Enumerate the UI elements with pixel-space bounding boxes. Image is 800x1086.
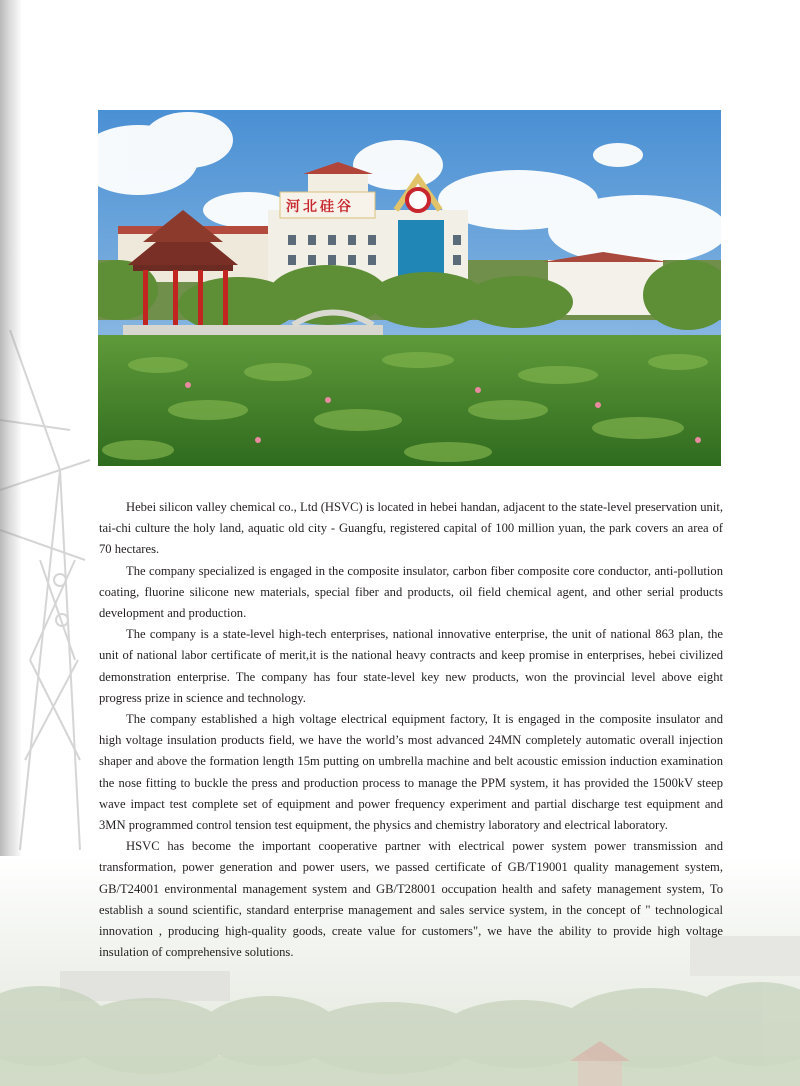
paragraph-products: The company specialized is engaged in the composite insulator, carbon fiber composite core conductor, anti-pollution coating, fluorine silicone new materials, special fiber and products, oil field chemical agent, and other serial products development and production. (99, 563, 723, 621)
paragraph-factory: The company established a high voltage electrical equipment factory, It is engaged in the composite insulator and high voltage insulation products field, we have the world’s most advanced 24MN completely automatic overall injection shaper and above the formation length 15m putting on umbrella machine and belt acoustic emission induction examination the nose fitting to buckle the press and production process to manage the PPM system, it has provided the 1500kV steep wave impact test complete set of equipment and power frequency experiment and partial discharge test equipment and 3MN programmed control tension test equipment, the physics and chemistry laboratory and electrical laboratory. (99, 712, 723, 833)
paragraph-partners: HSVC has become the important cooperative partner with electrical power system power transmission and transformation, power generation and power users, we passed certificate of GB/T19001 quality management system, GB/T24001 environmental management system and GB/T28001 occupation health and safety management system, To establish a sound scientific, standard enterprise management and sales service system, in the concept of " technological innovation , producing high-quality goods, create value for customers", we have the ability to provide high voltage insulation of comprehensive solutions. (99, 839, 723, 960)
company-profile-text (99, 497, 723, 963)
paragraph-intro: Hebei silicon valley chemical co., Ltd (HSVC) is located in hebei handan, adjacent to the state-level preservation unit, tai-chi culture the holy land, aquatic old city - Guangfu, registered capital of 100 million yuan, the park covers an area of 70 hectares. (99, 500, 723, 557)
campus-photo (98, 110, 721, 466)
building-sign-text: 河北硅谷 (286, 199, 354, 215)
paragraph-honors: The company is a state-level high-tech enterprises, national innovative enterprise, the unit of national 863 plan, the unit of national labor certificate of merit,it is the national heavy contracts and keep promise in enterprises, hebei civilized demonstration enterprise. The company has four state-level key new products, won the provincial level above eight progress prize in science and technology. (99, 627, 723, 705)
transmission-tower-watermark (0, 330, 95, 850)
